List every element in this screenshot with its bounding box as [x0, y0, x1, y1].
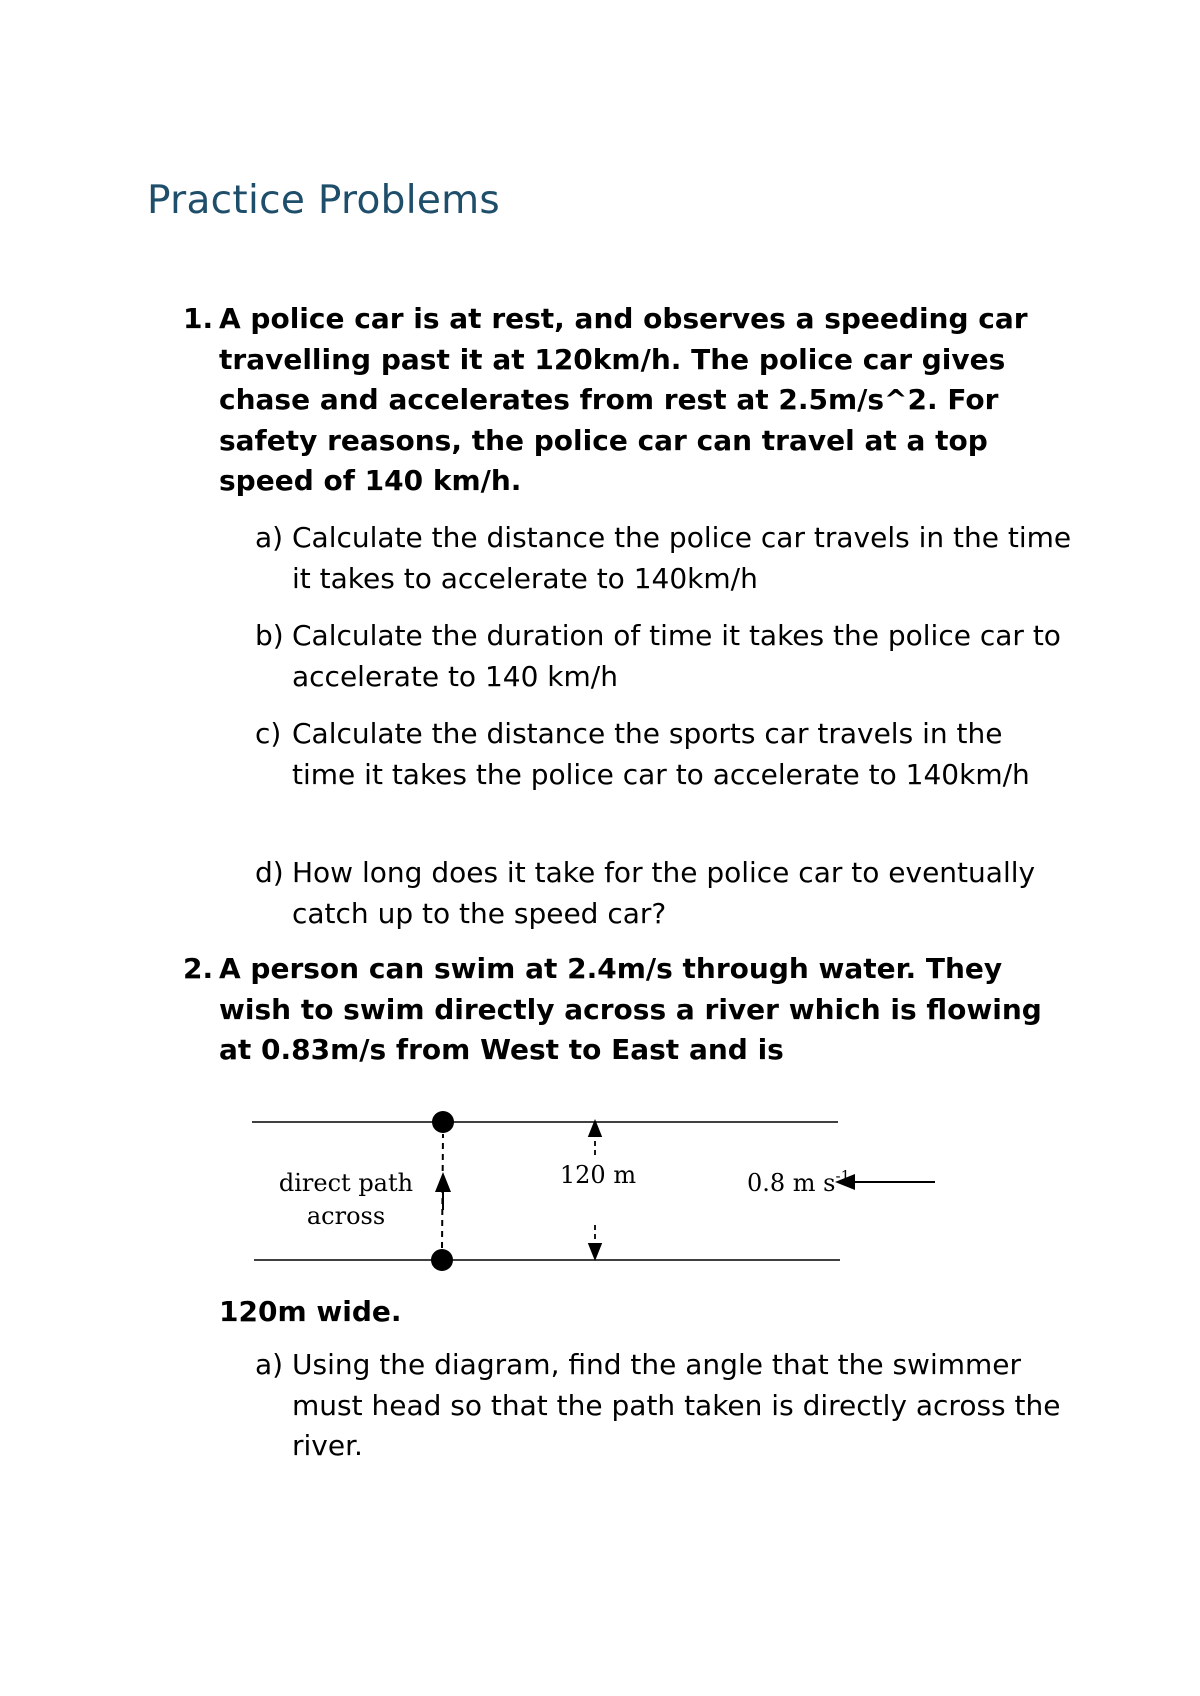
question-1-part-a: [255, 518, 1075, 599]
path-label-line2: across: [306, 1202, 386, 1230]
start-point: [431, 1249, 453, 1271]
part-label: c): [255, 717, 282, 750]
question-text: A police car is at rest, and observes a speeding car travelling past it at 120km/h. The police car gives chase and accelerates from rest at 2.5m/s^2. For safety reasons, the police car can travel at a top speed of 140 km/h.: [219, 302, 1028, 497]
part-text: Calculate the distance the police car travels in the time it takes to accelerate to 140km/h: [292, 521, 1072, 595]
part-label: d): [255, 856, 284, 889]
question-number: 1.: [183, 302, 214, 335]
question-2-continuation: [183, 1292, 1083, 1333]
part-text: How long does it take for the police car to eventually catch up to the speed car?: [292, 856, 1036, 930]
question-2: [183, 949, 1083, 1071]
question-number: 2.: [183, 952, 214, 985]
page-title: Practice Problems: [147, 178, 501, 223]
end-point: [432, 1111, 454, 1133]
question-1-part-c: [255, 714, 1075, 795]
part-label: a): [255, 521, 284, 554]
question-1: [183, 299, 1083, 502]
question-2-part-a: [255, 1345, 1075, 1467]
width-label: 120 m: [559, 1161, 637, 1189]
question-1-part-d: [255, 853, 1075, 934]
part-text: Calculate the duration of time it takes the police car to accelerate to 140 km/h: [292, 619, 1061, 693]
question-1-part-b: [255, 616, 1075, 697]
question-text-continuation: 120m wide.: [219, 1295, 402, 1328]
current-label: 0.8 m $s^{-1}$: [747, 1167, 851, 1197]
path-label-line1: direct path: [278, 1169, 414, 1197]
part-label: a): [255, 1348, 284, 1381]
part-label: b): [255, 619, 284, 652]
question-text: A person can swim at 2.4m/s through water. They wish to swim directly across a river which is flowing at 0.83m/s from West to East and is: [219, 952, 1042, 1066]
river-crossing-diagram: [240, 1100, 940, 1280]
part-text: Calculate the distance the sports car travels in the time it takes the police car to accelerate to 140km/h: [292, 717, 1030, 791]
part-text: Using the diagram, find the angle that the swimmer must head so that the path taken is directly across the river.: [292, 1348, 1061, 1462]
